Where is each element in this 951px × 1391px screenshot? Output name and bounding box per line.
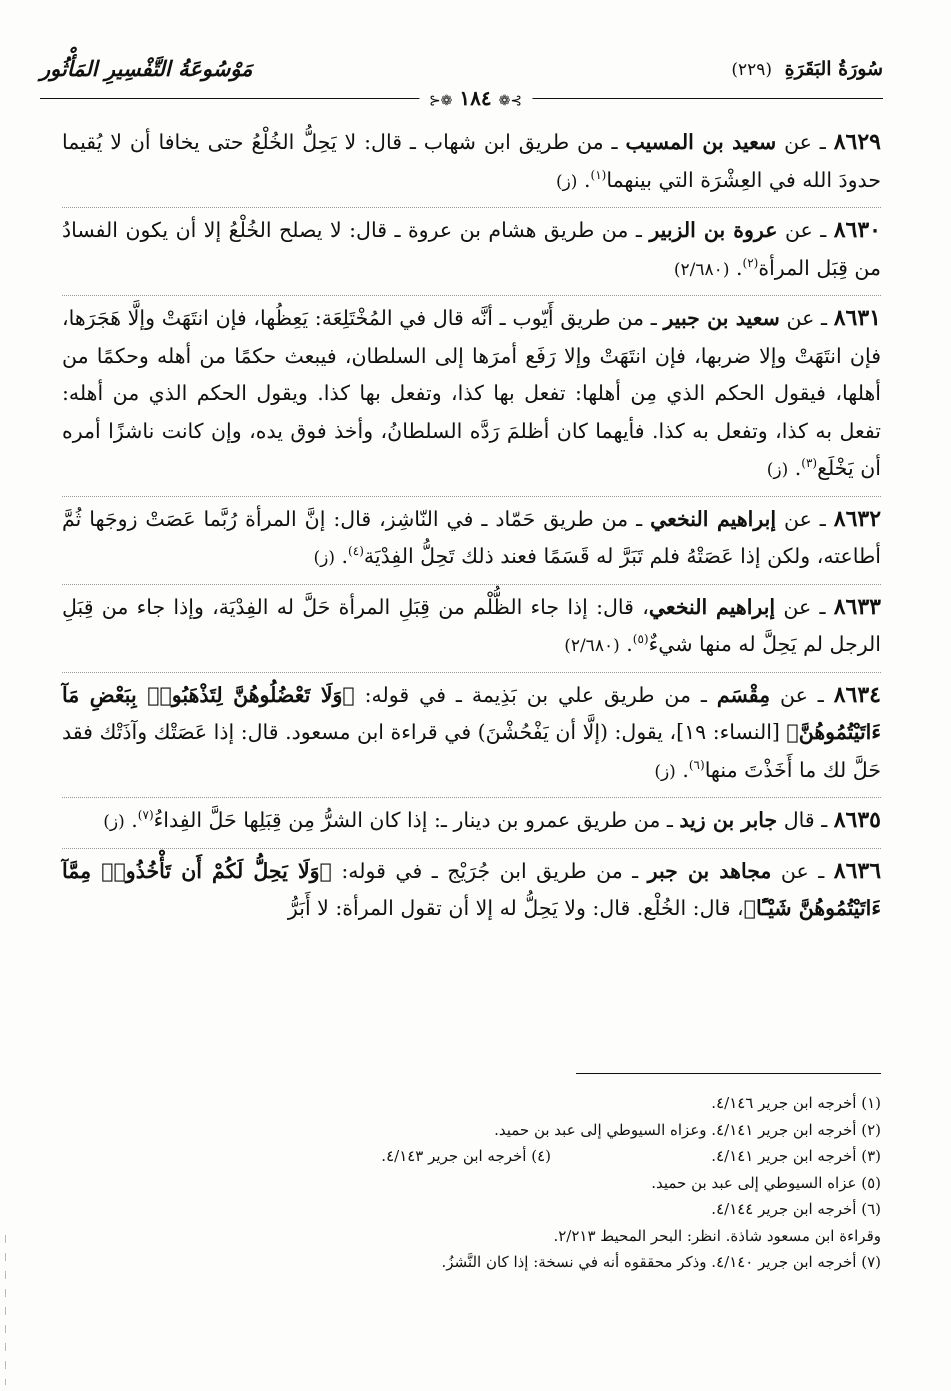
narration-text: . [619, 632, 633, 656]
footnote: (٧) أخرجه ابن جرير ٤/١٤٠. وذكر محققوه أنه في نسخة: إذا كان النَّشزُ. [441, 1253, 881, 1271]
narration-entry [62, 797, 881, 842]
narration-text: ـ من طريق علي بن بَذِيمة ـ في قوله: [354, 682, 717, 707]
narrations-list [62, 124, 881, 934]
narration-number: ٨٦٣٦ [833, 857, 882, 884]
narration-number: ٨٦٣٠ [833, 217, 881, 243]
narration-entry [62, 124, 881, 201]
narration-entry [62, 672, 881, 792]
narration-text: ـ من طريق أَيّوب ـ أنَّه قال في المُخْتَلِعَة: يَعِظُها، فإن انتَهَتْ وإلَّا هَجَرَها، فإن انتَهَتْ وإلا ضربها، فإن انتَهَتْ وإلا رَفَع أمرَها إلى السلطان، فيبعث حكمًا من أهله وحكمًا من أهلها، فيقول الحكم الذي مِن أهلها: تفعل بها كذا، وتفعل بها كذا. ويقول الحكم الذي من أهله: تفعل به كذا، وتفعل به كذا. فأيهما كان أظلمَ رَدَّه السلطانُ، وأخذ فوق يده، وإن كانت ناشزًا أمره أن يَخْلَع [62, 306, 881, 480]
footnote: (٢) أخرجه ابن جرير ٤/١٤١. وعزاه السيوطي إلى عبد بن حميد. [494, 1120, 881, 1139]
source-reference: (ز) [555, 171, 578, 192]
quran-quote: ﴿وَلَا تَعْضُلُوهُنَّ لِتَذْهَبُوا۟ بِبَعْضِ مَآ ءَاتَيْتُمُوهُنَّ﴾ [62, 682, 881, 744]
narration-text: ـ من طريق ابن جُرَيْج ـ في قوله: [331, 858, 648, 883]
narration-text: ، قال: إذا جاء الظُّلْم من قِبَلِ المرأة حَلَّ له الفِدْيَة، وإذا جاء من قِبَلِ الرجل لم يَحِلَّ له منها شيءٌ [62, 594, 881, 656]
ornament-icon: ❁⊰ [498, 93, 523, 109]
narration-text: ـ عن [779, 306, 834, 330]
narration-text: ـ عن [771, 858, 834, 883]
page-number-value: ١٨٤ [459, 86, 492, 110]
narration-entry [62, 295, 881, 490]
narration-number: ٨٦٣٣ [833, 593, 881, 620]
narration-entry [62, 496, 881, 578]
narrator-name: مِقْسَم [716, 682, 771, 707]
narrator-name: إبراهيم النخعي [648, 594, 776, 619]
narrator-name: عروة بن الزبير [649, 218, 778, 242]
footnote-divider [576, 1073, 881, 1074]
scan-edge-marks [5, 1235, 6, 1385]
source-reference: (٢/٦٨٠) [673, 259, 730, 280]
source-reference: (ز) [766, 460, 789, 480]
narration-text: ـ من طريق حَمّاد ـ في النّاشِز، قال: إنَّ المرأة رُبَّما عَصَتْ زوجَها ثُمَّ أطاعته، ولكن إذا عَصَتْهُ فلم تَبَرَّ له قَسَمًا فعند ذلك تَحِلُّ الفِدْيَة [62, 506, 881, 568]
narration-text: ، قال: الخُلْع. قال: ولا يَحِلُّ له إلا أن تقول المرأة: لا أَبَرُّ [287, 896, 744, 920]
narrator-name: جابر بن زيد [679, 808, 778, 832]
narration-number: ٨٦٣٥ [833, 807, 881, 833]
footnote-marker: (٤) [348, 544, 364, 559]
narrator-name: إبراهيم النخعي [650, 506, 777, 531]
narration-text: . [788, 456, 802, 480]
source-reference: (ز) [654, 761, 676, 782]
footnote-pair [62, 1143, 881, 1170]
footnote: (٦) أخرجه ابن جرير ٤/١٤٤. [711, 1200, 881, 1218]
narration-text: ـ من طريق هشام بن عروة ـ قال: لا يصلح الخُلْعُ إلا أن يكون الفسادُ من قِبَل المرأة [62, 218, 881, 280]
narration-number: ٨٦٣٢ [833, 505, 882, 532]
book-title: مَوْسُوعَةُ التَّفْسِيرِ المَأْثُور [40, 56, 253, 81]
narration-text: . [335, 544, 349, 568]
narration-text: . [675, 757, 689, 782]
narration-number: ٨٦٢٩ [833, 129, 881, 155]
source-reference: (ز) [103, 812, 125, 832]
footnote: (٣) أخرجه ابن جرير ٤/١٤١. [711, 1147, 881, 1165]
footnote-marker: (١) [590, 167, 607, 182]
verse-reference: (٢٢٩) [731, 60, 773, 80]
narration-text: ـ عن [775, 594, 834, 619]
narration-text: ـ قال [777, 808, 834, 832]
narration-text: ـ من طريق ابن شهاب ـ قال: لا يَحِلُّ الخُلْعُ حتى يخافا أن لا يُقيما حدودَ الله في العِشْرَة التي بينهما [62, 130, 881, 192]
footnote-marker: (٧) [137, 808, 154, 823]
page-number [419, 86, 532, 110]
narration-entry [62, 584, 881, 666]
narration-text: . [124, 808, 138, 832]
narration-text: . [577, 167, 591, 192]
narration-text: ـ عن [777, 218, 834, 242]
narrator-name: مجاهد بن جبر [647, 858, 772, 883]
footnote-marker: (٢) [742, 255, 759, 270]
narrator-name: سعيد بن المسيب [625, 130, 777, 154]
footnote-continuation: وقراءة ابن مسعود شاذة. انظر: البحر المحيط ٢/٢١٣. [553, 1226, 881, 1245]
narration-text: . [729, 255, 743, 280]
narration-entry [62, 848, 881, 928]
quran-quote: ﴿وَلَا يَحِلُّ لَكُمْ أَن تَأْخُذُوا۟ مِمَّآ ءَاتَيْتُمُوهُنَّ شَيْـًٔا﴾ [62, 858, 881, 920]
ornament-icon: ⊱❁ [428, 93, 453, 109]
source-reference: (٢/٦٨٠) [564, 636, 620, 656]
narration-text: ـ من طريق عمرو بن دينار ـ: إذا كان الشرُّ مِن قِبَلِها حَلَّ الفِداءُ [153, 808, 680, 832]
footnotes [62, 1090, 881, 1276]
narrator-name: سعيد بن جبير [663, 306, 780, 330]
footnote-marker: (٥) [632, 632, 649, 647]
narration-text: ـ عن [776, 506, 834, 531]
narration-text: ـ عن [770, 682, 834, 707]
narration-text: ـ عن [776, 130, 834, 154]
footnote: (١) أخرجه ابن جرير ٤/١٤٦. [711, 1094, 881, 1112]
narration-entry [62, 207, 881, 289]
footnote-marker: (٦) [688, 757, 705, 772]
narration-number: ٨٦٣٤ [833, 681, 881, 708]
source-reference: (ز) [313, 548, 335, 568]
narration-text: [النساء: ١٩]، يقول: (إلَّا أن يَفْحُشْنَ) في قراءة ابن مسعود. قال: إذا عَصَتْك وآذَتْك فقد حَلَّ لك ما أَخَذْتَ منها [62, 720, 881, 782]
surah-name: سُورَةُ البَقَرَةِ [784, 58, 883, 80]
footnote: (٤) أخرجه ابن جرير ٤/١٤٣. [381, 1147, 551, 1165]
footnote: (٥) عزاه السيوطي إلى عبد بن حميد. [651, 1173, 881, 1192]
footnote-marker: (٣) [801, 456, 818, 471]
surah-header [731, 58, 883, 80]
narration-number: ٨٦٣١ [833, 305, 881, 331]
